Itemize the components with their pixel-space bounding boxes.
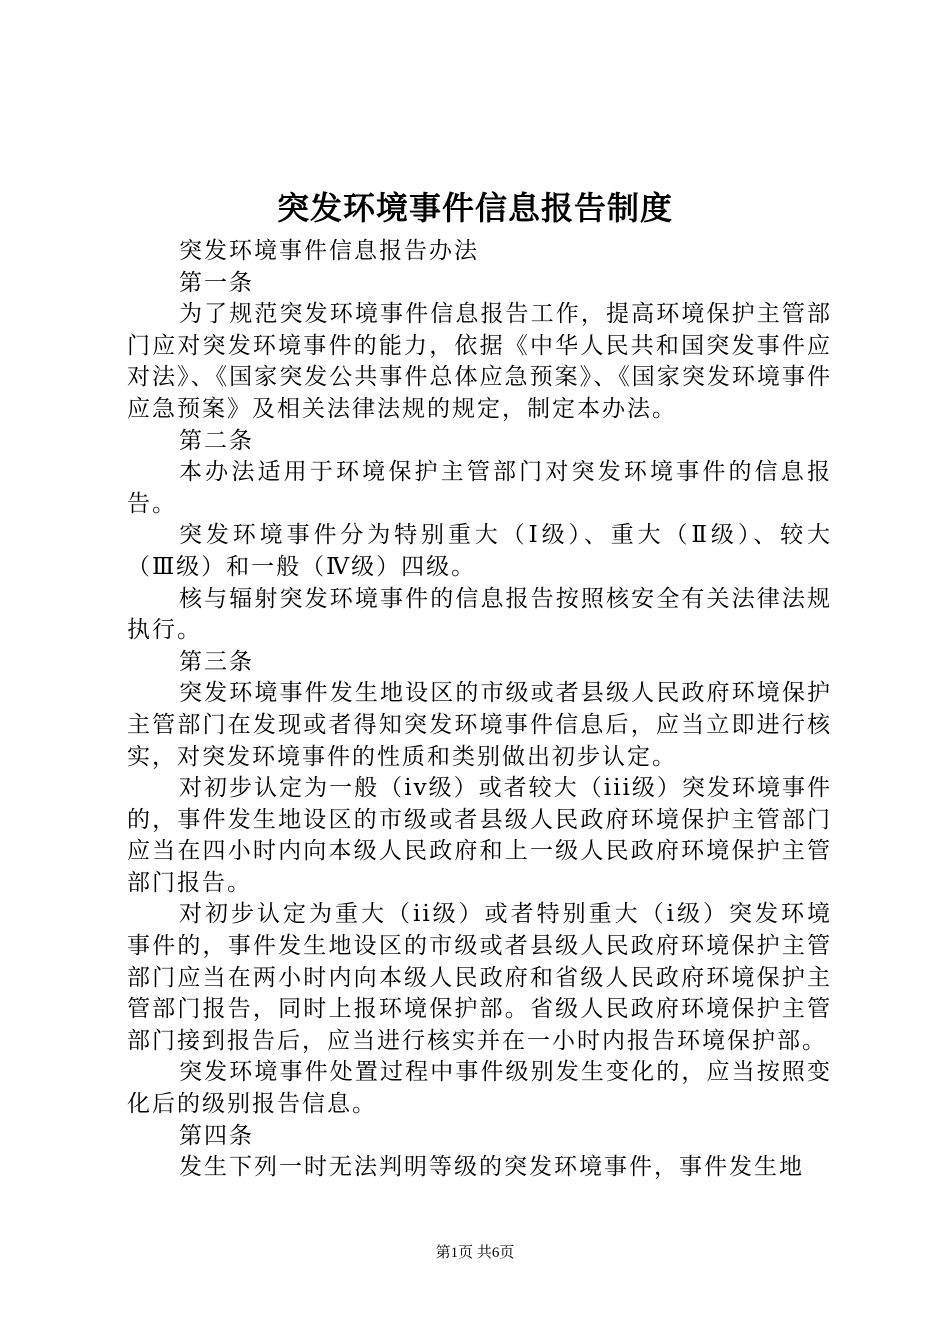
article-heading: 第二条 — [179, 427, 254, 454]
document-body — [127, 236, 832, 1184]
page-footer: 第1页 共6页 — [435, 1245, 515, 1261]
body-paragraph: 发生下列一时无法判明等级的突发环境事件，事件发生地 — [179, 1154, 804, 1181]
article-heading: 第三条 — [179, 648, 254, 675]
subtitle-paragraph: 突发环境事件信息报告办法 — [179, 238, 479, 264]
body-paragraph: 对初步认定为重大（ii级）或者特别重大（i级）突发环境事件的，事件发生地设区的市级或者县级人民政府环境保护主管部门应当在两小时内向本级人民政府和省级人民政府环境保护主管部门报告，同时上报环境保护部。省级人民政府环境保护主管部门接到报告后，应当进行核实并在一小时内报告环境保护部。 — [127, 901, 832, 1054]
body-paragraph: 本办法适用于环境保护主管部门对突发环境事件的信息报告。 — [127, 459, 832, 517]
article-heading: 第四条 — [179, 1122, 254, 1149]
article-heading: 第一条 — [179, 269, 254, 296]
body-paragraph: 突发环境事件分为特别重大（Ⅰ级）、重大（Ⅱ级）、较大（Ⅲ级）和一般（Ⅳ级）四级。 — [127, 522, 832, 580]
body-paragraph: 突发环境事件处置过程中事件级别发生变化的，应当按照变化后的级别报告信息。 — [127, 1059, 832, 1118]
document-title: 突发环境事件信息报告制度 — [276, 189, 673, 227]
body-paragraph: 核与辐射突发环境事件的信息报告按照核安全有关法律法规执行。 — [127, 585, 832, 644]
body-paragraph: 突发环境事件发生地设区的市级或者县级人民政府环境保护主管部门在发现或者得知突发环境事件信息后，应当立即进行核实，对突发环境事件的性质和类别做出初步认定。 — [127, 680, 832, 770]
body-paragraph: 为了规范突发环境事件信息报告工作，提高环境保护主管部门应对突发环境事件的能力，依据《中华人民共和国突发事件应对法》、《国家突发公共事件总体应急预案》、《国家突发环境事件应急预案》及相关法律法规的规定，制定本办法。 — [127, 301, 832, 422]
body-paragraph: 对初步认定为一般（iv级）或者较大（iii级）突发环境事件的，事件发生地设区的市级或者县级人民政府环境保护主管部门应当在四小时内向本级人民政府和上一级人民政府环境保护主管部门报告。 — [127, 775, 832, 896]
